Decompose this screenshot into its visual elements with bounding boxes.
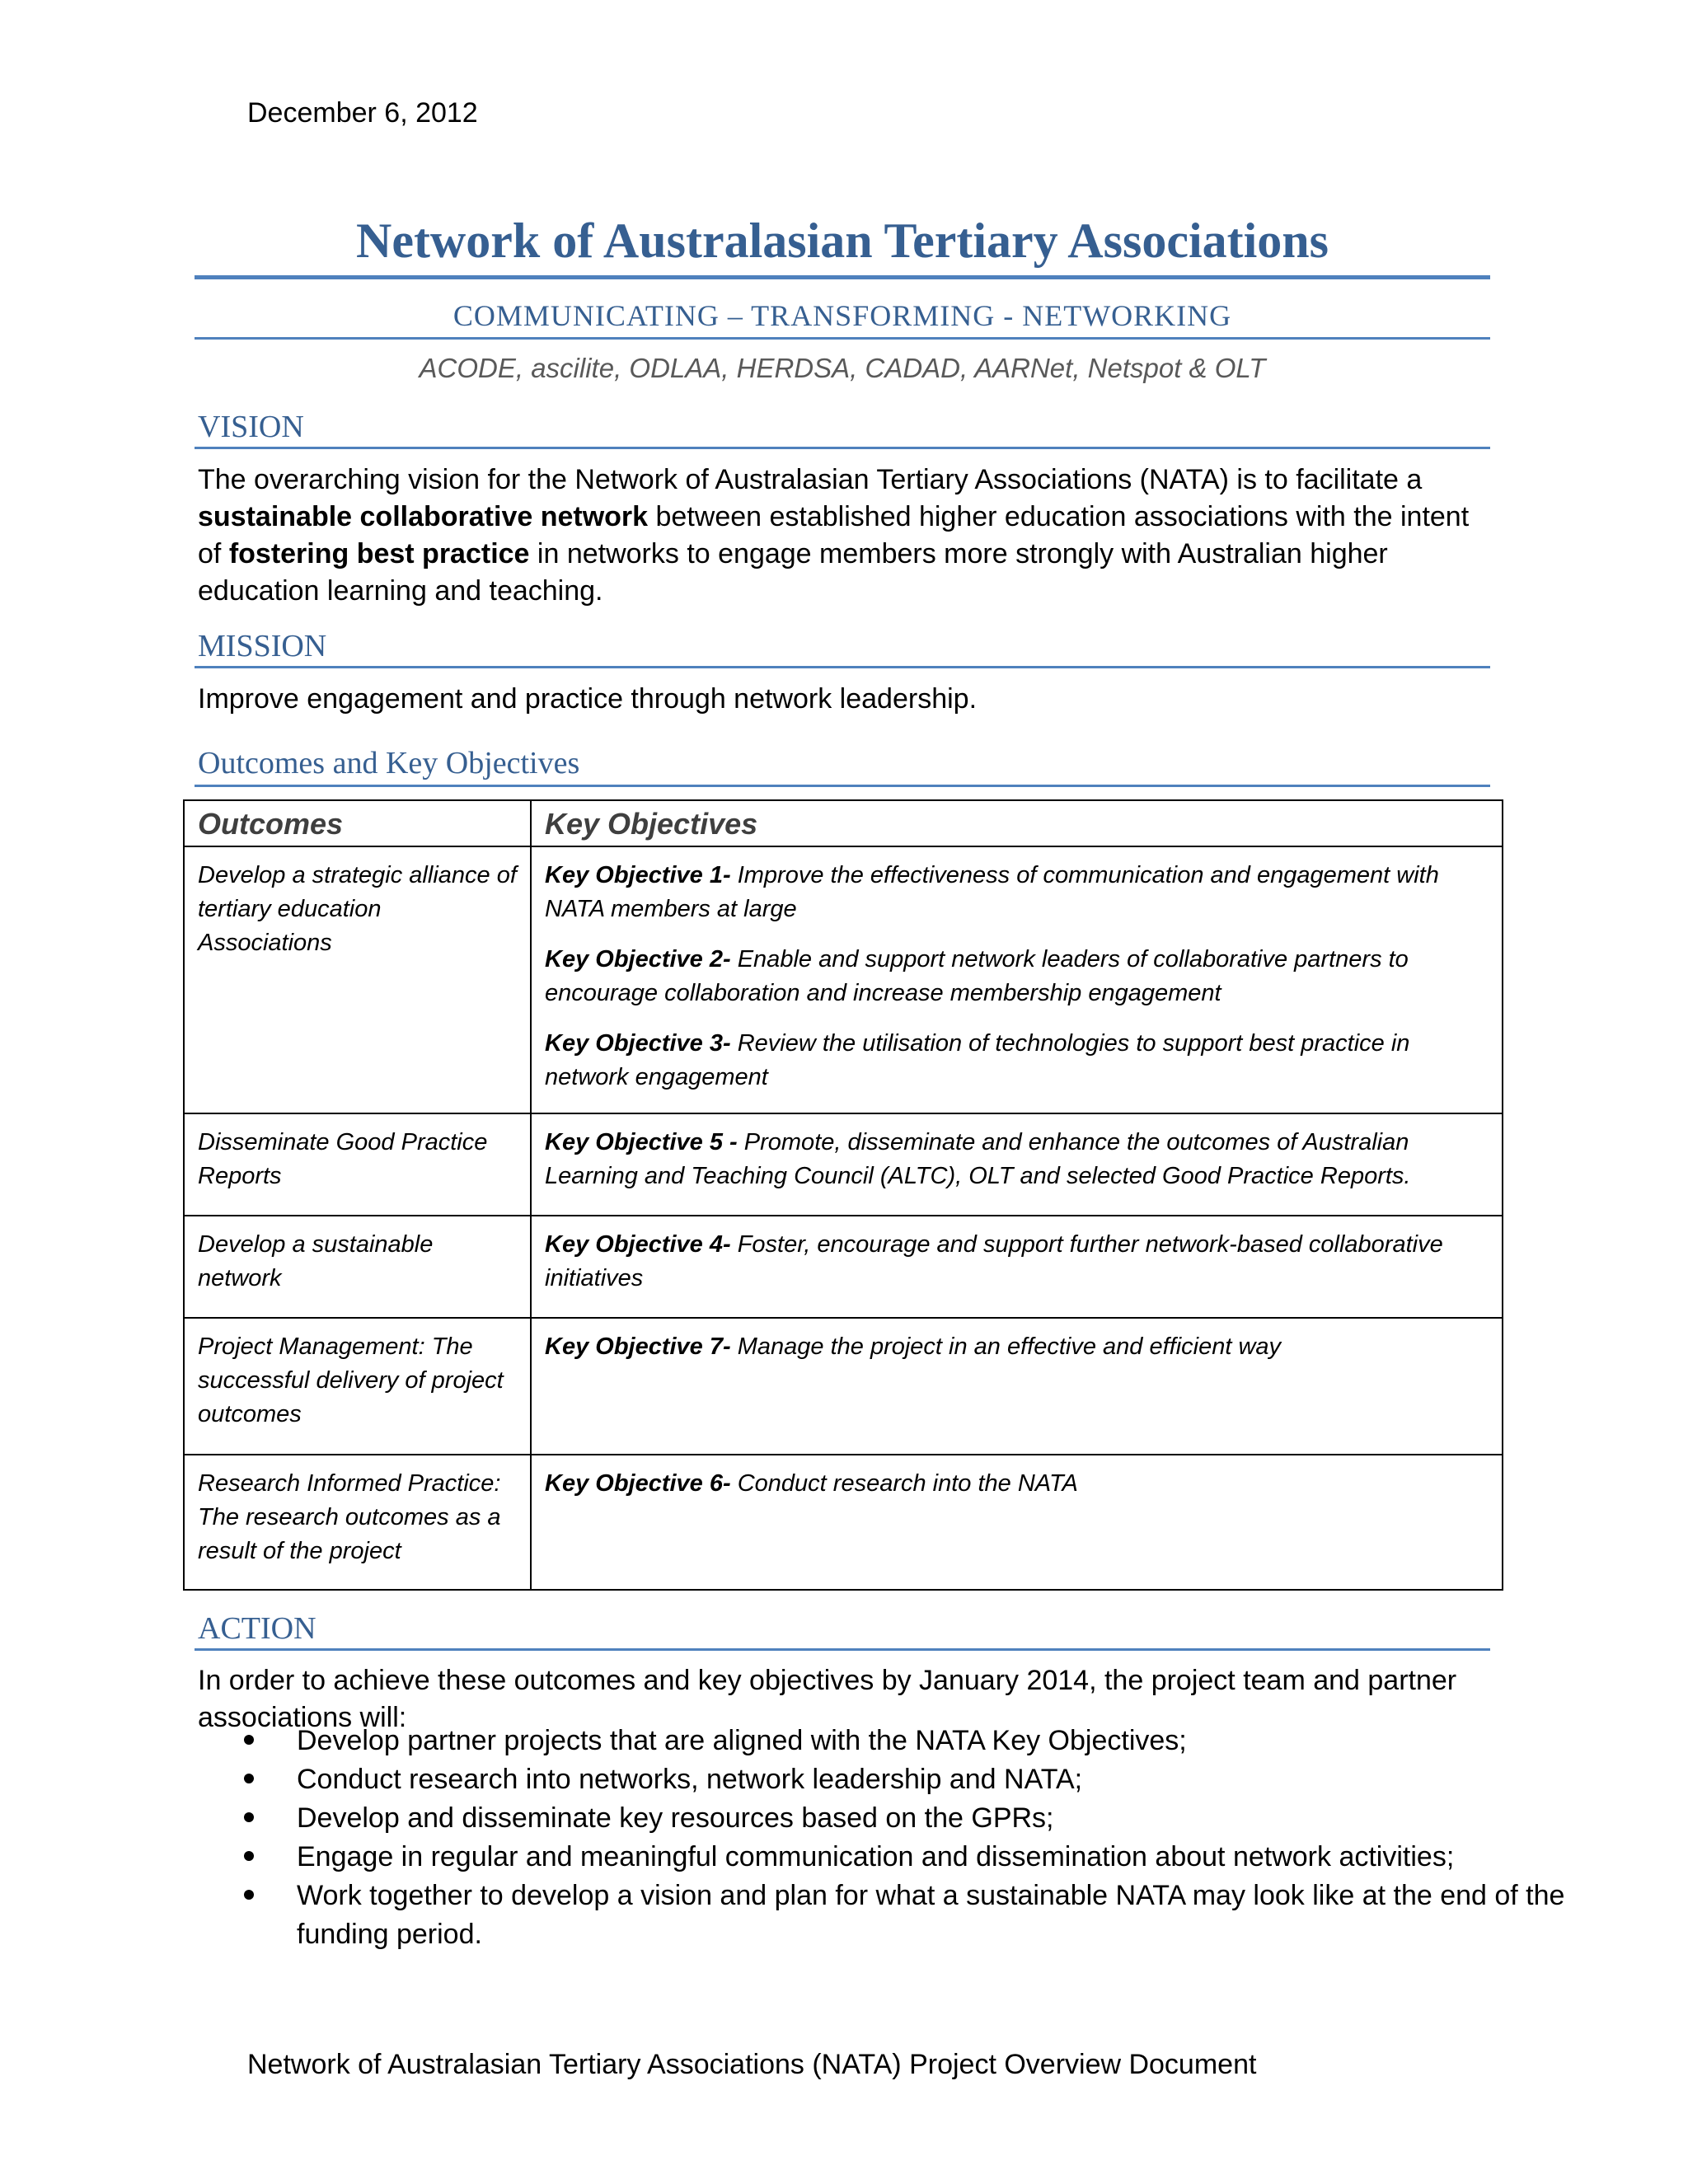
key-objective (545, 1027, 1489, 1094)
outcome-cell: Research Informed Practice: The research outcomes as a result of the project (184, 1455, 531, 1590)
key-objective (545, 943, 1489, 1010)
key-objective (545, 1330, 1489, 1364)
key-objective-label: Key Objective 7- (545, 1333, 731, 1360)
table-row (184, 846, 1503, 1113)
objectives-cell (531, 1455, 1503, 1590)
document-tagline: COMMUNICATING – TRANSFORMING - NETWORKING (452, 299, 1232, 332)
action-heading: ACTION (198, 1611, 316, 1646)
mission-heading: MISSION (198, 629, 327, 663)
objectives-cell (531, 1216, 1503, 1318)
key-objective-text: Enable and support network leaders of collaborative partners to encourage collaboration and increase membership engagement (545, 946, 1409, 1006)
tagline-divider (195, 337, 1490, 340)
vision-heading: VISION (198, 410, 304, 444)
key-objective-label: Key Objective 6- (545, 1470, 731, 1497)
list-item: Conduct research into networks, network leadership and NATA; (297, 1760, 1589, 1799)
document-date: December 6, 2012 (247, 97, 478, 129)
outcomes-table (183, 799, 1503, 1591)
table-row (184, 1455, 1503, 1590)
document-title: Network of Australasian Tertiary Associations (355, 213, 1329, 268)
key-objective-label: Key Objective 3- (545, 1030, 731, 1057)
vision-bold-2: fostering best practice (228, 538, 530, 569)
key-objective (545, 1228, 1489, 1296)
key-objective (545, 1126, 1489, 1193)
outcomes-divider (195, 785, 1490, 787)
key-objective-label: Key Objective 1- (545, 862, 731, 888)
action-divider (195, 1648, 1490, 1651)
key-objective-label: Key Objective 4- (545, 1231, 731, 1258)
key-objective (545, 1467, 1489, 1501)
outcomes-column-header: Outcomes (184, 800, 531, 846)
mission-divider (195, 666, 1490, 668)
objectives-cell (531, 1318, 1503, 1455)
list-item: Work together to develop a vision and plan for what a sustainable NATA may look like at the end of the funding period. (297, 1877, 1589, 1954)
key-objective-text: Foster, encourage and support further network-based collaborative initiatives (545, 1231, 1443, 1291)
outcome-cell: Develop a strategic alliance of tertiary education Associations (184, 846, 531, 1113)
partner-list: ACODE, ascilite, ODLAA, HERDSA, CADAD, AARNet, Netspot & OLT (419, 353, 1266, 383)
outcome-cell: Develop a sustainable network (184, 1216, 531, 1318)
page-footer: Network of Australasian Tertiary Associations (NATA) Project Overview Document (247, 2049, 1257, 2080)
objectives-cell (531, 846, 1503, 1113)
table-header-row (184, 800, 1503, 846)
table-row (184, 1113, 1503, 1216)
list-item: Engage in regular and meaningful communication and dissemination about network activities; (297, 1838, 1589, 1877)
vision-text-3: in networks to engage members more strongly with Australian higher education learning and teaching. (198, 538, 1388, 607)
table-row (184, 1318, 1503, 1455)
vision-bold-1: sustainable collaborative network (198, 501, 649, 532)
title-divider (195, 275, 1490, 279)
vision-text-1: The overarching vision for the Network of Australasian Tertiary Associations (NATA) is to facilitate a (198, 464, 1423, 495)
vision-divider (195, 447, 1490, 449)
key-objectives-column-header: Key Objectives (531, 800, 1503, 846)
key-objective-text: Improve the effectiveness of communication and engagement with NATA members at large (545, 862, 1439, 922)
vision-text-2: between established higher education associations with the intent of (198, 501, 1470, 569)
outcome-cell: Disseminate Good Practice Reports (184, 1113, 531, 1216)
key-objective-label: Key Objective 2- (545, 946, 731, 972)
list-item: Develop partner projects that are aligned with the NATA Key Objectives; (297, 1722, 1589, 1760)
action-intro: In order to achieve these outcomes and key objectives by January 2014, the project team and partner associations will: (198, 1665, 1457, 1733)
key-objective-text: Review the utilisation of technologies to support best practice in network engagement (545, 1030, 1410, 1090)
key-objective (545, 859, 1489, 926)
action-list (198, 1722, 1589, 1954)
key-objective-text: Promote, disseminate and enhance the outcomes of Australian Learning and Teaching Council (ALTC), OLT and selected Good Practice Reports. (545, 1129, 1411, 1189)
objectives-cell (531, 1113, 1503, 1216)
key-objective-text: Conduct research into the NATA (730, 1470, 1078, 1497)
key-objective-label: Key Objective 5 - (545, 1129, 738, 1155)
list-item: Develop and disseminate key resources based on the GPRs; (297, 1799, 1589, 1838)
mission-text: Improve engagement and practice through network leadership. (198, 683, 978, 715)
outcomes-heading: Outcomes and Key Objectives (198, 746, 580, 780)
table-row (184, 1216, 1503, 1318)
outcome-cell: Project Management: The successful delivery of project outcomes (184, 1318, 531, 1455)
key-objective-text: Manage the project in an effective and efficient way (730, 1333, 1282, 1360)
vision-text (198, 462, 1490, 610)
